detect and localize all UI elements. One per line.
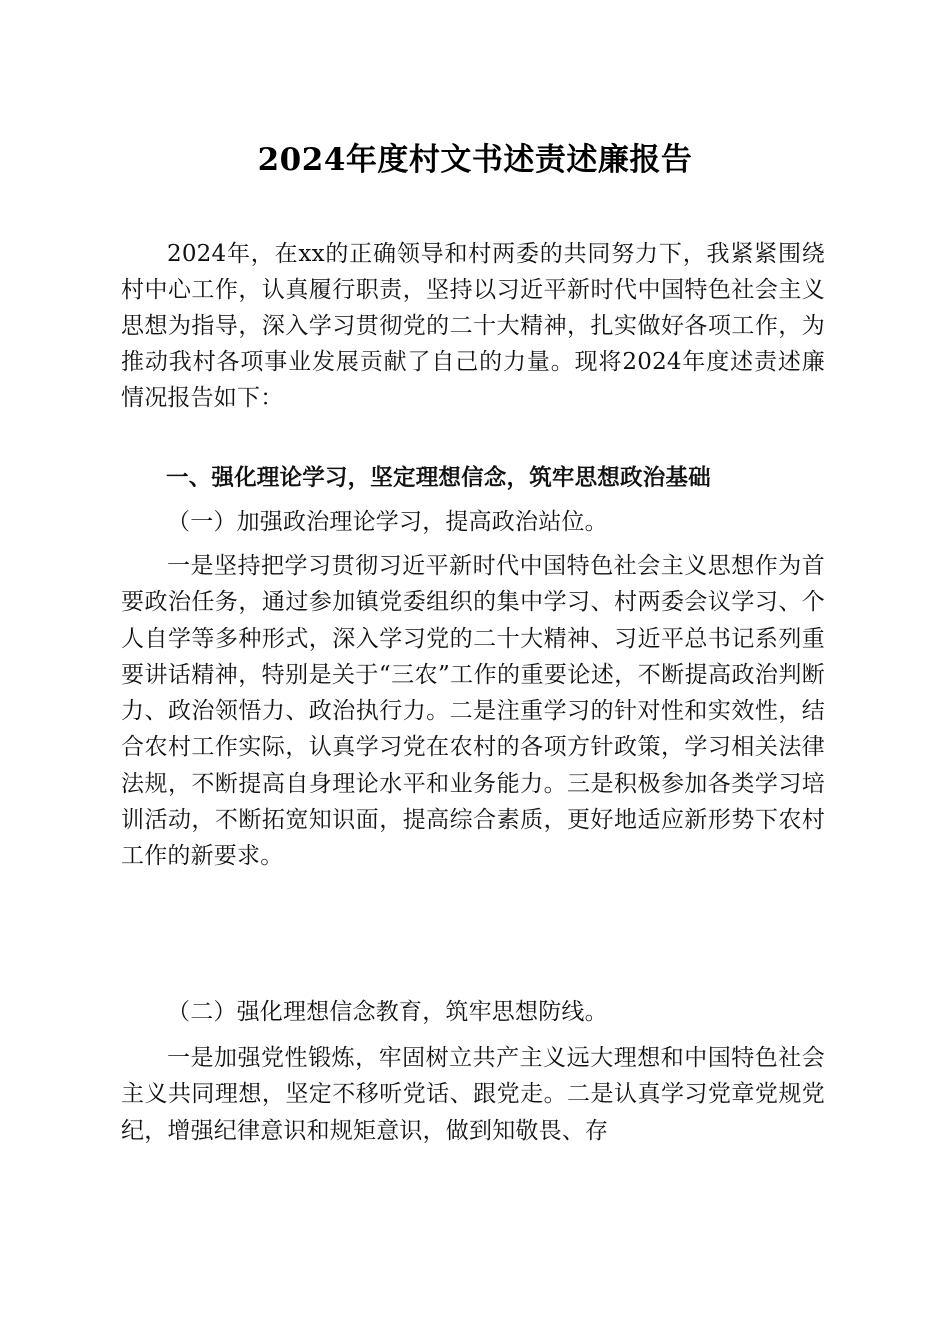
document-title: 2024年度村文书述责述廉报告 — [257, 142, 693, 178]
document-body-sub1 — [121, 504, 825, 540]
document-body-sub2 — [121, 994, 825, 1030]
subsection-1-paragraph: 一是坚持把学习贯彻习近平新时代中国特色社会主义思想作为首要政治任务，通过参加镇党委组织的集中学习、村两委会议学习、个人自学等多种形式，深入学习党的二十大精神、习近平总书记系列重要讲话精神，特别是关于“三农”工作的重要论述，不断提高政治判断力、政治领悟力、政治执行力。二是注重学习的针对性和实效性，结合农村工作实际，认真学习党在农村的各项方针政策，学习相关法律法规，不断提高自身理论水平和业务能力。三是积极参加各类学习培训活动，不断拓宽知识面，提高综合素质，更好地适应新形势下农村工作的新要求。 — [121, 553, 825, 870]
intro-paragraph: 2024年，在xx的正确领导和村两委的共同努力下，我紧紧围绕村中心工作，认真履行职责，坚持以习近平新时代中国特色社会主义思想为指导，深入学习贯彻党的二十大精神，扎实做好各项工作，为推动我村各项事业发展贡献了自己的力量。现将2024年度述责述廉情况报告如下： — [121, 241, 825, 411]
document-body — [121, 236, 825, 416]
section-heading-1: 一、强化理论学习，坚定理想信念，筑牢思想政治基础 — [166, 465, 711, 491]
subsection-2-paragraph: 一是加强党性锻炼，牢固树立共产主义远大理想和中国特色社会主义共同理想，坚定不移听党话、跟党走。二是认真学习党章党规党纪，增强纪律意识和规矩意识，做到知敬畏、存 — [121, 1045, 825, 1144]
document-body-sub2-text — [121, 1040, 825, 1149]
subsection-heading-1: （一）加强政治理论学习，提高政治站位。 — [167, 509, 608, 535]
subsection-heading-2: （二）强化理想信念教育，筑牢思想防线。 — [167, 999, 608, 1025]
document-body-sub1-text — [121, 548, 825, 875]
document-body-section — [121, 460, 825, 496]
